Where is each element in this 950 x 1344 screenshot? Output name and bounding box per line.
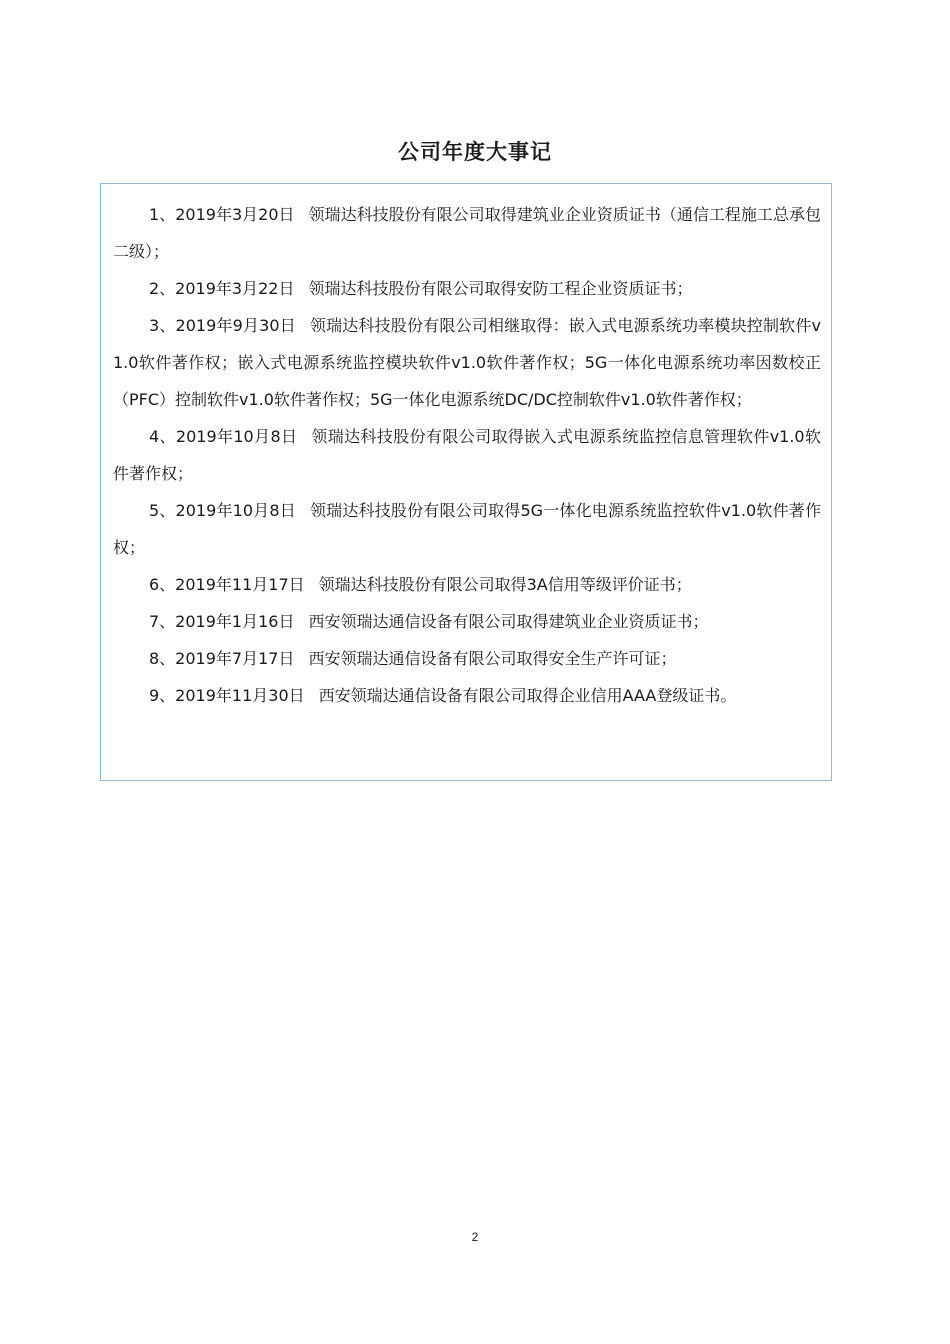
event-text: 领瑞达科技股份有限公司取得5G一体化电源系统监控软件v1.0软件著作权； bbox=[113, 501, 821, 557]
event-item bbox=[113, 418, 821, 492]
event-item bbox=[113, 603, 821, 640]
event-item bbox=[113, 492, 821, 566]
event-text: 领瑞达科技股份有限公司相继取得：嵌入式电源系统功率模块控制软件v1.0软件著作权；嵌入式电源系统监控模块软件v1.0软件著作权；5G一体化电源系统功率因数校正（PFC）控制软件v1.0软件著作权；5G一体化电源系统DC/DC控制软件v1.0软件著作权； bbox=[113, 316, 821, 409]
event-text: 领瑞达科技股份有限公司取得安防工程企业资质证书； bbox=[308, 279, 693, 298]
event-item bbox=[113, 270, 821, 307]
events-box bbox=[100, 183, 832, 781]
event-date: 1、2019年3月20日 bbox=[149, 205, 295, 224]
event-date: 6、2019年11月17日 bbox=[149, 575, 305, 594]
event-date: 9、2019年11月30日 bbox=[149, 686, 305, 705]
event-date: 2、2019年3月22日 bbox=[149, 279, 295, 298]
event-item bbox=[113, 196, 821, 270]
event-date: 8、2019年7月17日 bbox=[149, 649, 295, 668]
page-title: 公司年度大事记 bbox=[398, 140, 552, 164]
event-date: 4、2019年10月8日 bbox=[149, 427, 298, 446]
event-item bbox=[113, 566, 821, 603]
event-item bbox=[113, 677, 821, 714]
event-text: 西安领瑞达通信设备有限公司取得企业信用AAA登级证书。 bbox=[318, 686, 737, 705]
event-text: 领瑞达科技股份有限公司取得建筑业企业资质证书（通信工程施工总承包二级）； bbox=[113, 205, 821, 261]
event-text: 领瑞达科技股份有限公司取得嵌入式电源系统监控信息管理软件v1.0软件著作权； bbox=[113, 427, 821, 483]
event-item bbox=[113, 307, 821, 418]
event-text: 西安领瑞达通信设备有限公司取得安全生产许可证； bbox=[308, 649, 677, 668]
event-text: 西安领瑞达通信设备有限公司取得建筑业企业资质证书； bbox=[308, 612, 709, 631]
page-number: 2 bbox=[471, 1230, 479, 1244]
event-date: 3、2019年9月30日 bbox=[149, 316, 296, 335]
event-date: 5、2019年10月8日 bbox=[149, 501, 296, 520]
event-date: 7、2019年1月16日 bbox=[149, 612, 295, 631]
event-item bbox=[113, 640, 821, 677]
event-text: 领瑞达科技股份有限公司取得3A信用等级评价证书； bbox=[318, 575, 692, 594]
